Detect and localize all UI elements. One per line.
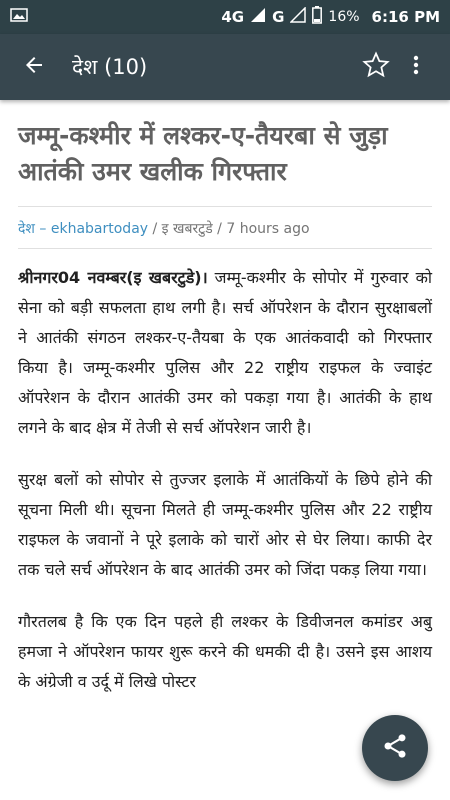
- clock: 6:16 PM: [371, 8, 440, 26]
- share-icon: [381, 732, 409, 764]
- meta-source-time: / इ खबरटुडे / 7 hours ago: [148, 221, 310, 237]
- more-vert-icon: [412, 53, 420, 81]
- paragraph-text: जम्मू-कश्मीर के सोपोर में गुरुवार को सेना को बड़ी सफलता हाथ लगी है। सर्च ऑपरेशन के दौरान सुरक्षाबलों ने आतंकी संगठन लश्कर-ए-तैयबा के एक आतंकवादी को गिरफ्तार किया है। जम्मू-कश्मीर पुलिस और 22 राष्ट्रीय राइफल के ज्वाइंट ऑपरेशन के दौरान आतंकी उमर को पकड़ा गया है। आतंकी के हाथ लगने के बाद क्षेत्र में तेजी से सर्च ऑपरेशन जारी है।: [18, 268, 432, 437]
- divider: [18, 248, 432, 249]
- favorite-button[interactable]: [356, 47, 396, 87]
- article-headline: जम्मू-कश्मीर में लश्कर-ए-तैयरबा से जुड़ा आतंकी उमर खलीक गिरफ्तार: [18, 121, 388, 186]
- network-type-2: G: [272, 8, 285, 26]
- article-content[interactable]: [0, 100, 450, 800]
- dateline: श्रीनगर04 नवम्बर(इ खबरटुडे)।: [18, 268, 208, 287]
- overflow-menu-button[interactable]: [396, 47, 436, 87]
- battery-level: 16%: [328, 9, 360, 25]
- article-paragraph-3: गौरतलब है कि एक दिन पहले ही लश्कर के डिवीजनल कमांडर अबु हमजा ने ऑपरेशन फायर शुरू करने की धमकी दी है। उसने इस आशय के अंग्रेजी व उर्दू में लिखे पोस्टर: [18, 612, 432, 691]
- article-paragraph-2: सुरक्ष बलों को सोपोर से तुज्जर इलाके में आतंकियों के छिपे होने की सूचना मिली थी। सूचना मिलते ही जम्मू-कश्मीर पुलिस और 22 राष्ट्रीय राइफल के जवानों ने पूरे इलाके को चारों ओर से घेर लिया। काफी देर तक चले सर्च ऑपरेशन के बाद आतंकी उमर को जिंदा पकड़ लिया गया।: [18, 470, 432, 579]
- battery-icon: [312, 6, 322, 28]
- divider: [18, 206, 432, 207]
- signal-icon: [250, 7, 266, 27]
- category-link[interactable]: देश – ekhabartoday: [18, 221, 149, 237]
- article-meta: [18, 217, 432, 248]
- article-paragraph-1: [18, 263, 432, 443]
- network-type: 4G: [221, 8, 245, 26]
- back-button[interactable]: [14, 47, 54, 87]
- app-bar: [0, 34, 450, 100]
- status-bar: [0, 0, 450, 34]
- share-button[interactable]: [362, 715, 428, 781]
- arrow-back-icon: [22, 53, 46, 81]
- page-title: देश (10): [72, 55, 148, 79]
- gallery-notification-icon: [10, 8, 28, 26]
- signal-icon-2: [290, 7, 306, 27]
- star-outline-icon: [361, 50, 391, 84]
